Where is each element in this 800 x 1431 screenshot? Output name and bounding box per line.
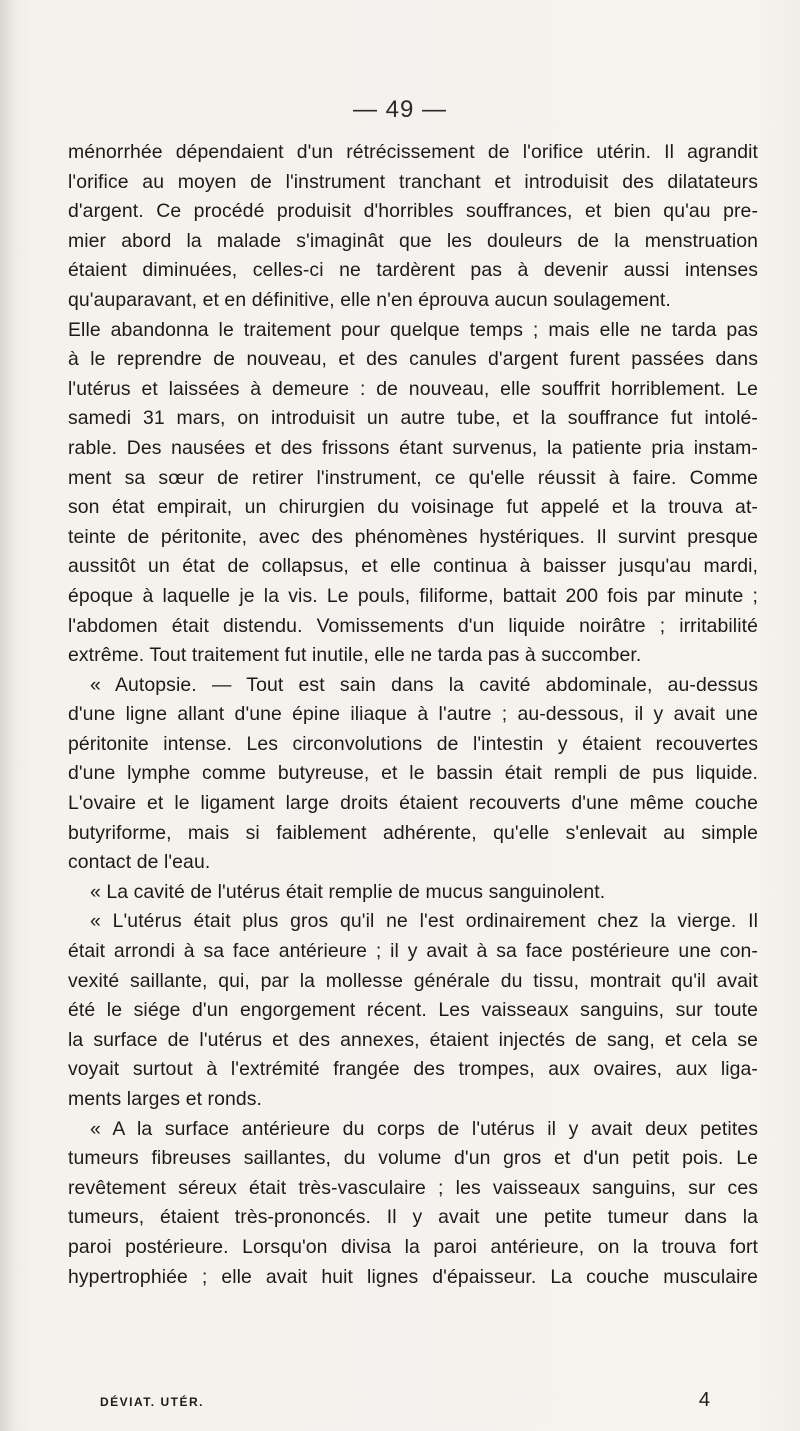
text-line: son état empirait, un chirurgien du voisinage fut appelé et la trouva at-	[68, 496, 758, 519]
text-line: époque à laquelle je la vis. Le pouls, filiforme, battait 200 fois par minute ;	[68, 584, 758, 607]
page-footer	[100, 1389, 710, 1415]
text-line: d'une ligne allant d'une épine iliaque à l'autre ; au-dessous, il y avait une	[68, 703, 758, 726]
sheet-number: 4	[698, 1389, 710, 1411]
text-line: l'utérus et laissées à demeure : de nouveau, elle souffrit horriblement. Le	[68, 377, 758, 400]
text-line: hypertrophiée ; elle avait huit lignes d'épaisseur. La couche musculaire	[68, 1265, 758, 1288]
text-line: « La cavité de l'utérus était remplie de mucus sanguinolent.	[90, 880, 606, 903]
text-line: « Autopsie. — Tout est sain dans la cavité abdominale, au-dessus	[90, 673, 758, 696]
text-line: teinte de péritonite, avec des phénomènes hystériques. Il survint presque	[68, 525, 758, 548]
page-number-header: — 49 —	[352, 96, 448, 123]
text-line: tumeurs fibreuses saillantes, du volume d'un gros et d'un petit pois. Le	[68, 1147, 758, 1170]
text-line: d'argent. Ce procédé produisit d'horribles souffrances, et bien qu'au pre-	[68, 200, 758, 223]
signature-mark: DÉVIAT. UTÉR.	[100, 1395, 204, 1409]
text-line: extrême. Tout traitement fut inutile, elle ne tarda pas à succomber.	[68, 644, 642, 667]
text-line: l'orifice au moyen de l'instrument tranchant et introduisit des dilatateurs	[68, 170, 758, 193]
text-line: voyait surtout à l'extrémité frangée des trompes, aux ovaires, aux liga-	[68, 1058, 758, 1081]
text-line: « L'utérus était plus gros qu'il ne l'est ordinairement chez la vierge. Il	[90, 910, 758, 933]
text-line: paroi postérieure. Lorsqu'on divisa la paroi antérieure, on la trouva fort	[68, 1235, 758, 1258]
text-line: ménorrhée dépendaient d'un rétrécissement de l'orifice utérin. Il agrandit	[68, 141, 758, 163]
page-binding-shadow	[0, 0, 14, 1431]
text-line: vexité saillante, qui, par la mollesse générale du tissu, montrait qu'il avait	[68, 969, 758, 992]
text-line: été le siége d'un engorgement récent. Les vaisseaux sanguins, sur toute	[68, 999, 758, 1022]
text-line: L'ovaire et le ligament large droits étaient recouverts d'une même couche	[68, 792, 758, 815]
text-line: étaient diminuées, celles-ci ne tardèrent pas à devenir aussi intenses	[68, 259, 758, 282]
text-line: revêtement séreux était très-vasculaire ; les vaisseaux sanguins, sur ces	[68, 1176, 758, 1199]
text-line: qu'auparavant, et en définitive, elle n'en éprouva aucun soulagement.	[68, 288, 671, 311]
text-line: à le reprendre de nouveau, et des canules d'argent furent passées dans	[68, 348, 758, 371]
text-line: ments larges et ronds.	[68, 1088, 263, 1110]
text-line: péritonite intense. Les circonvolutions de l'intestin y étaient recouvertes	[68, 732, 758, 755]
text-line: tumeurs, étaient très-prononcés. Il y avait une petite tumeur dans la	[68, 1206, 758, 1229]
text-line: Elle abandonna le traitement pour quelque temps ; mais elle ne tarda pas	[68, 318, 758, 341]
text-line: « A la surface antérieure du corps de l'utérus il y avait deux petites	[90, 1117, 758, 1140]
text-line: mier abord la malade s'imaginât que les douleurs de la menstruation	[68, 229, 758, 252]
text-line: d'une lymphe comme butyreuse, et le bassin était rempli de pus liquide.	[68, 762, 758, 785]
text-line: l'abdomen était distendu. Vomissements d'un liquide noirâtre ; irritabilité	[68, 614, 758, 637]
text-line: était arrondi à sa face antérieure ; il y avait à sa face postérieure une con-	[68, 940, 758, 963]
text-line: ment sa sœur de retirer l'instrument, ce qu'elle réussit à faire. Comme	[68, 466, 758, 489]
text-line: rable. Des nausées et des frissons étant survenus, la patiente pria instam-	[68, 436, 758, 459]
text-line: la surface de l'utérus et des annexes, étaient injectés de sang, et cela se	[68, 1028, 758, 1051]
text-line: samedi 31 mars, on introduisit un autre tube, et la souffrance fut intolé-	[68, 407, 758, 430]
body-text	[68, 138, 758, 1292]
text-line: contact de l'eau.	[68, 851, 211, 874]
text-line: aussitôt un état de collapsus, et elle continua à baisser jusqu'au mardi,	[68, 555, 758, 578]
text-line: butyriforme, mais si faiblement adhérente, qu'elle s'enlevait au simple	[68, 821, 758, 844]
